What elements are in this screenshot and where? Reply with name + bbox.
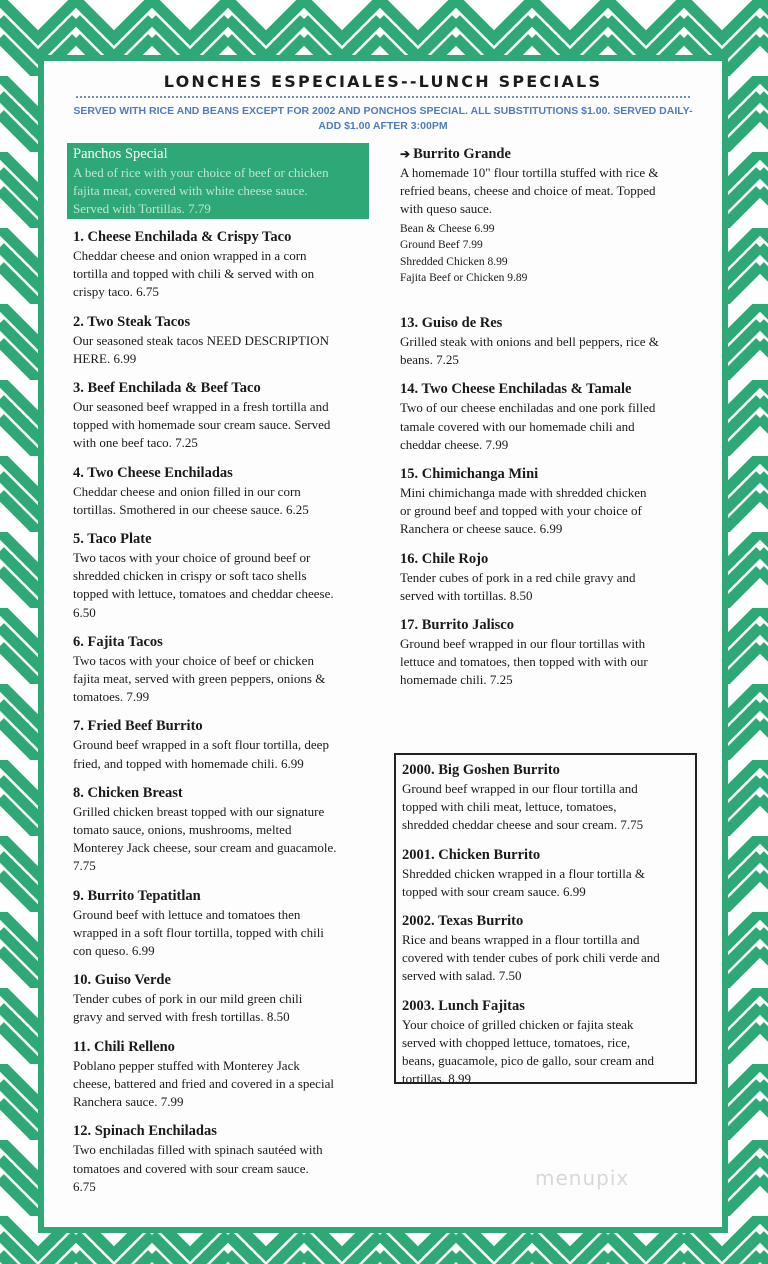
item-desc: Cheddar cheese and onion filled in our corn tortillas. Smothered in our cheese sauce. 6.25 <box>73 483 309 517</box>
item-desc: Two enchiladas filled with spinach sautéed with tomatoes and covered with sour cream sauce. 6.75 <box>73 1142 323 1194</box>
item-desc: Our seasoned beef wrapped in a fresh tortilla and topped with homemade sour cream sauce. Served with one beef taco. 7.25 <box>73 399 331 451</box>
item-desc: A bed of rice with your choice of beef or chicken fajita meat, covered with white cheese sauce. Served with Tortillas. 7.79 <box>73 165 329 216</box>
burrito-option: Fajita Beef or Chicken 9.89 <box>400 272 528 285</box>
item-desc: Ground beef wrapped in our flour tortillas with lettuce and tomatoes, then topped with with our homemade chili. 7.25 <box>400 636 648 688</box>
menu-item <box>402 997 689 1089</box>
item-title: Burrito Grande <box>413 146 511 162</box>
item-desc: Tender cubes of pork in our mild green chili gravy and served with fresh tortillas. 8.50 <box>73 991 303 1025</box>
panchos-special-box <box>67 143 369 219</box>
item-title: 2002. Texas Burrito <box>402 913 524 930</box>
item-desc: Mini chimichanga made with shredded chicken or ground beef and topped with your choice of Ranchera or cheese sauce. 6.99 <box>400 485 647 537</box>
burrito-option: Bean & Cheese 6.99 <box>400 222 495 235</box>
item-title: Panchos Special <box>73 146 168 162</box>
menu-title: LONCHES ESPECIALES--LUNCH SPECIALS <box>163 72 603 91</box>
item-desc: Two of our cheese enchiladas and one pork filled tamale covered with our homemade chili and cheddar cheese. 7.99 <box>400 400 656 452</box>
item-title: 2. Two Steak Tacos <box>73 313 191 330</box>
menu-item <box>73 887 363 961</box>
item-title: 10. Guiso Verde <box>73 972 171 989</box>
item-desc: Two tacos with your choice of beef or chicken fajita meat, served with green peppers, onions & tomatoes. 7.99 <box>73 652 326 705</box>
item-desc: Your choice of grilled chicken or fajita steak served with chopped lettuce, tomatoes, rice, beans, guacamole, pico de gallo, sour cream and tortillas. 8.99 <box>402 1016 654 1087</box>
item-title: 16. Chile Rojo <box>400 550 489 567</box>
item-desc: Our seasoned steak tacos NEED DESCRIPTION HERE. 6.99 <box>73 332 329 366</box>
item-title: 17. Burrito Jalisco <box>400 617 514 634</box>
item-desc: Rice and beans wrapped in a flour tortilla and covered with tender cubes of pork chili verde and served with salad. 7.50 <box>402 932 660 984</box>
menu-item <box>73 1122 363 1196</box>
right-column <box>400 314 700 701</box>
menu-item <box>402 846 689 901</box>
burrito-grande <box>400 145 700 287</box>
arrow-icon: ➔ <box>400 147 411 161</box>
item-desc: Grilled steak with onions and bell peppers, rice & beans. 7.25 <box>400 334 659 368</box>
item-title: 2001. Chicken Burrito <box>402 846 541 863</box>
featured-burritos-box <box>394 753 697 1087</box>
menu-subtitle: SERVED WITH RICE AND BEANS EXCEPT FOR 2002 AND PONCHOS SPECIAL. ALL SUBSTITUTIONS $1.00. SERVED DAILY- ADD $1.00 AFTER 3:00PM <box>73 105 693 132</box>
item-title: 11. Chili Relleno <box>73 1038 175 1055</box>
menu-item <box>400 616 700 690</box>
item-title: 9. Burrito Tepatitlan <box>73 887 201 904</box>
menu-item <box>73 379 363 453</box>
menu-item <box>73 530 363 622</box>
item-desc: Ground beef wrapped in a soft flour tortilla, deep fried, and topped with homemade chili. 6.99 <box>73 737 329 771</box>
item-title: 8. Chicken Breast <box>73 784 183 801</box>
item-title: 5. Taco Plate <box>73 531 152 548</box>
burrito-option: Shredded Chicken 8.99 <box>400 255 508 268</box>
menu-item <box>402 761 689 835</box>
item-desc: Two tacos with your choice of ground beef or shredded chicken in crispy or soft taco shells topped with lettuce, tomatoes and cheddar cheese. 6.50 <box>73 550 334 620</box>
menu-item <box>73 784 363 876</box>
left-column <box>73 228 363 1207</box>
menu-item <box>73 971 363 1026</box>
menu-item <box>400 314 700 369</box>
item-desc: A homemade 10" flour tortilla stuffed with rice & refried beans, cheese and choice of meat. Topped with queso sauce. <box>400 165 659 217</box>
item-desc: Ground beef with lettuce and tomatoes then wrapped in a soft flour tortilla, topped with chili con queso. 6.99 <box>73 906 324 959</box>
item-title: 3. Beef Enchilada & Beef Taco <box>73 380 261 397</box>
menu-item <box>400 380 700 454</box>
item-title: 15. Chimichanga Mini <box>400 466 539 483</box>
menu-item <box>73 633 363 707</box>
menu-item <box>73 717 363 772</box>
burrito-option: Ground Beef 7.99 <box>400 239 483 252</box>
menu-item <box>400 465 700 539</box>
item-desc: Ground beef wrapped in our flour tortilla and topped with chili meat, lettuce, tomatoes, shredded cheddar cheese and sour cream. 7.75 <box>402 781 644 833</box>
burrito-options <box>400 221 700 287</box>
item-title: 1. Cheese Enchilada & Crispy Taco <box>73 229 292 245</box>
dotted-divider <box>76 96 690 98</box>
item-title: 2000. Big Goshen Burrito <box>402 762 560 778</box>
menu-item <box>402 912 689 986</box>
item-title: 14. Two Cheese Enchiladas & Tamale <box>400 381 632 398</box>
menu-item <box>73 313 363 368</box>
item-title: 6. Fajita Tacos <box>73 633 163 650</box>
menu-item <box>400 550 700 605</box>
item-desc: Tender cubes of pork in a red chile gravy and served with tortillas. 8.50 <box>400 569 636 603</box>
item-title: 7. Fried Beef Burrito <box>73 718 203 735</box>
menu-item <box>73 464 363 519</box>
menu-item <box>73 228 363 302</box>
menu-item <box>73 1038 363 1112</box>
item-desc: Poblano pepper stuffed with Monterey Jack cheese, battered and fried and covered in a special Ranchera sauce. 7.99 <box>73 1057 334 1110</box>
item-desc: Shredded chicken wrapped in a flour tortilla & topped with sour cream sauce. 6.99 <box>402 865 645 899</box>
item-title: 12. Spinach Enchiladas <box>73 1123 217 1140</box>
item-title: 4. Two Cheese Enchiladas <box>73 464 233 481</box>
item-title: 13. Guiso de Res <box>400 315 503 331</box>
watermark: menupix <box>535 1166 630 1190</box>
item-desc: Cheddar cheese and onion wrapped in a corn tortilla and topped with chili & served with on crispy taco. 6.75 <box>73 248 315 300</box>
item-desc: Grilled chicken breast topped with our signature tomato sauce, onions, mushrooms, melted Monterey Jack cheese, sour cream and guacamole. 7.75 <box>73 803 337 874</box>
item-title: 2003. Lunch Fajitas <box>402 997 525 1014</box>
